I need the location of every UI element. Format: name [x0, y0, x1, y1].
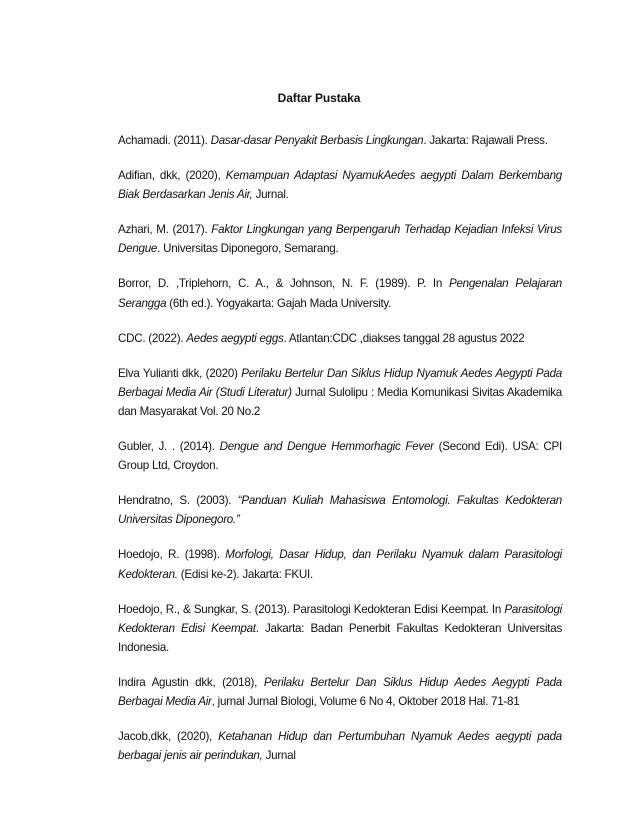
reference-text: Gubler, J. . (2014).: [118, 440, 220, 454]
reference-text: Jacob,dkk, (2020),: [118, 730, 219, 744]
reference-text: . Jakarta: Rajawali Press.: [423, 134, 548, 147]
reference-text: Borror, D. ,Triplehorn, C. A., & Johnson, N. F. (1989). P. In: [118, 277, 449, 291]
reference-italic-text: Perilaku Bertelur Dan Siklus Hidup Nyamuk Aedes Aegypti Pada Berbagai Media Air (Studi Literatur): [118, 366, 562, 399]
reference-italic-text: Ketahanan Hidup dan Pertumbuhan Nyamuk Aedes aegypti pada berbagai jenis air perindukan,: [118, 730, 562, 763]
reference-italic-text: Perilaku Bertelur Dan Siklus Hidup Aedes Aegypti Pada Berbagai Media Air: [118, 676, 562, 709]
reference-text: Achamadi. (2011).: [118, 134, 211, 147]
reference-italic-text: Faktor Lingkungan yang Berpengaruh Terhadap Kejadian Infeksi Virus Dengue: [118, 223, 562, 256]
reference-italic-text: Dengue and Dengue Hemmorhagic Fever: [219, 440, 434, 454]
reference-text: CDC. (2022).: [118, 331, 187, 345]
reference-entry: [118, 329, 562, 348]
reference-italic-text: Dasar-dasar Penyakit Berbasis Lingkungan: [210, 134, 424, 147]
reference-text: (6th ed.). Yogyakarta: Gajah Mada University.: [166, 296, 392, 310]
reference-text: Hoedojo, R., & Sungkar, S. (2013). Parasitologi Kedokteran Edisi Keempat. In: [118, 602, 505, 616]
reference-text: . Atlantan:CDC ,diakses tanggal 28 agustus 2022: [283, 331, 525, 345]
reference-text: Jurnal.: [252, 188, 289, 202]
reference-entry: [118, 727, 562, 765]
reference-text: Hoedojo, R. (1998).: [118, 548, 226, 562]
reference-text: . Jakarta: Badan Penerbit Fakultas Kedokteran Universitas Indonesia.: [118, 621, 562, 655]
reference-text: Hendratno, S. (2003).: [118, 494, 238, 508]
reference-entry: [118, 274, 562, 312]
reference-entry: [118, 437, 562, 475]
reference-italic-text: Pengenalan Pelajaran Serangga: [118, 277, 562, 310]
reference-entry: [118, 673, 562, 711]
reference-text: (Second Edi). USA: CPI Group Ltd, Croydon.: [118, 440, 562, 473]
reference-italic-text: Kemampuan Adaptasi NyamukAedes aegypti Dalam Berkembang Biak Berdasarkan Jenis Air,: [118, 169, 562, 202]
reference-text: , jurnal Jurnal Biologi, Volume 6 No 4, Oktober 2018 Hal. 71-81: [211, 695, 520, 709]
reference-entry: [118, 545, 562, 583]
reference-text: Jurnal Sulolipu : Media Komunikasi Sivitas Akademika dan Masyarakat Vol. 20 No.2: [118, 385, 562, 419]
reference-italic-text: Morfologi, Dasar Hidup, dan Perilaku Nyamuk dalam Parasitologi Kedokteran.: [118, 548, 563, 581]
reference-text: Elva Yulianti dkk, (2020): [118, 366, 242, 380]
reference-italic-text: Aedes aegypti eggs: [186, 331, 284, 345]
reference-text: (Edisi ke-2). Jakarta: FKUI.: [177, 567, 313, 581]
reference-entry: [118, 491, 562, 529]
reference-entry: [118, 364, 562, 422]
reference-text: Jurnal: [262, 749, 296, 763]
reference-text: Indira Agustin dkk, (2018),: [118, 676, 264, 690]
reference-text: Adifian, dkk, (2020),: [118, 169, 226, 182]
reference-entry: [118, 600, 562, 658]
reference-italic-text: “Panduan Kuliah Mahasiswa Entomologi. Fakultas Kedokteran Universitas Diponegoro.”: [118, 494, 562, 527]
reference-text: . Universitas Diponegoro, Semarang.: [157, 242, 339, 256]
reference-text: Azhari, M. (2017).: [118, 223, 212, 237]
reference-entry: [118, 166, 562, 204]
reference-entry: [118, 220, 562, 258]
reference-list: [118, 131, 562, 781]
page-title: Daftar Pustaka: [277, 91, 361, 105]
reference-entry: [118, 131, 562, 150]
reference-italic-text: Parasitologi Kedokteran Edisi Keempat: [118, 602, 562, 635]
